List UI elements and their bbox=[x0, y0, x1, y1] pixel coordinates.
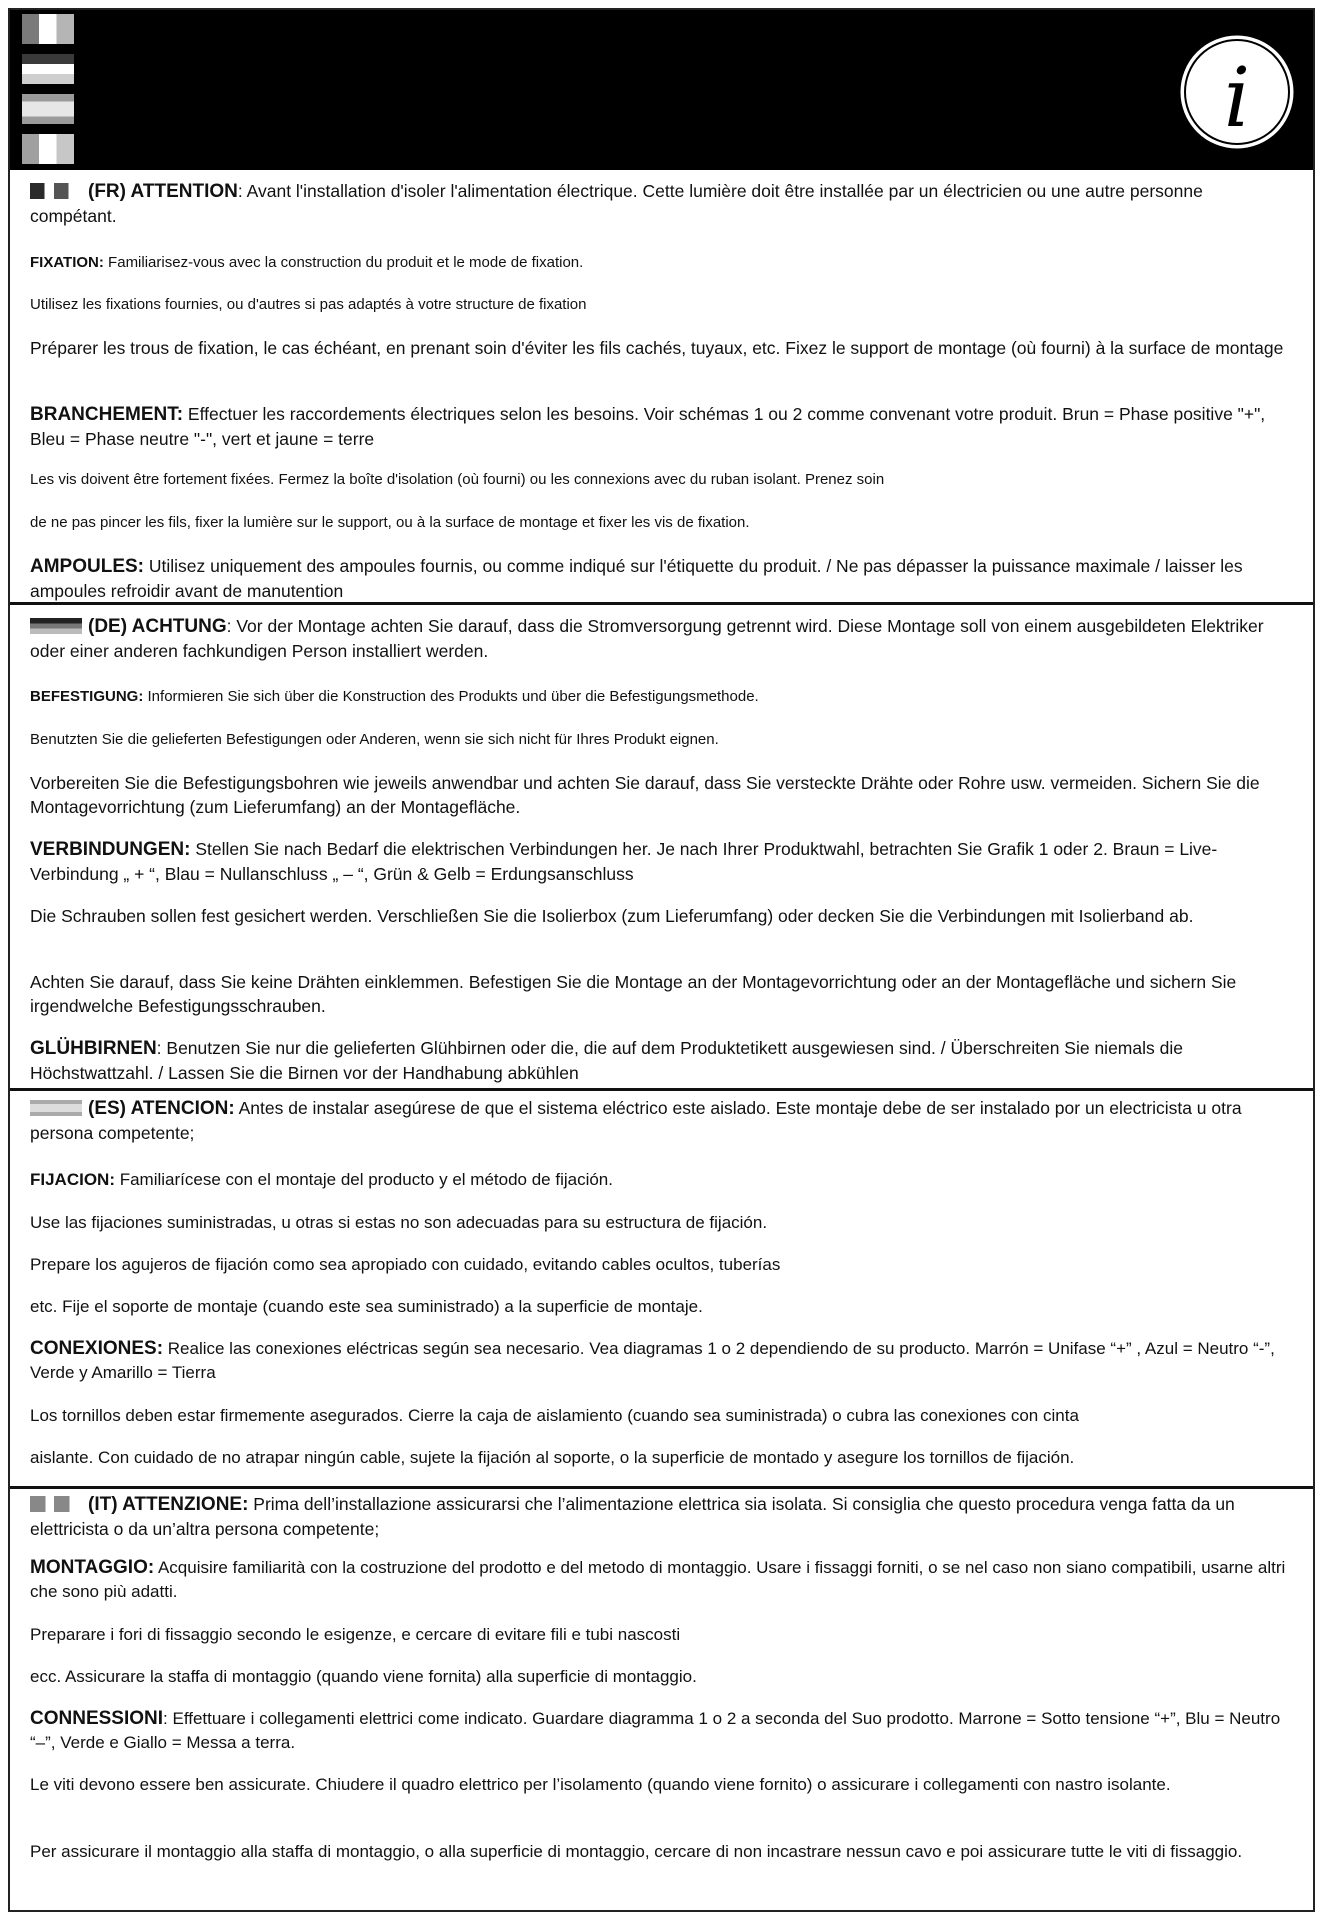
it-holes-2: ecc. Assicurare la staffa di montaggio (quando viene fornita) alla superficie di montaggio. bbox=[30, 1667, 697, 1686]
document-page bbox=[8, 8, 1315, 1912]
flag-es-icon bbox=[22, 94, 74, 124]
info-icon bbox=[1175, 30, 1299, 154]
fr-attention: (FR) ATTENTION: Avant l'installation d'isoler l'alimentation électrique. Cette lumière doit être installée par un électricien ou une autre personne compétant. bbox=[30, 181, 1203, 226]
fr-fixation: FIXATION: Familiarisez-vous avec la construction du produit et le mode de fixation. bbox=[30, 254, 584, 271]
flag-fr-mini-icon bbox=[30, 183, 82, 199]
header-bar bbox=[10, 10, 1313, 170]
flag-it-mini-icon bbox=[30, 1496, 82, 1512]
es-fixation: FIJACION: Familiarícese con el montaje del producto y el método de fijación. bbox=[30, 1170, 613, 1189]
flag-de-mini-icon bbox=[30, 618, 82, 634]
de-holes: Vorbereiten Sie die Befestigungsbohren wie jeweils anwendbar und achten Sie darauf, dass Sie versteckte Drähte oder Rohre usw. vermeiden. Sichern Sie die Montagevorrichtung (zum Lieferumfang) an der Montagefläche. bbox=[30, 773, 1260, 817]
de-connections: VERBINDUNGEN: Stellen Sie nach Bedarf die elektrischen Verbindungen her. Je nach Ihrer Produktwahl, betrachten Sie Grafik 1 oder 2. Braun = Live-Verbindung „ + “, Blau = Nullanschluss „ – “, Grün & Gelb = Erdungsanschluss bbox=[30, 839, 1218, 884]
fr-pinch: de ne pas pincer les fils, fixer la lumière sur le support, ou à la surface de montage et fixer les vis de fixation. bbox=[30, 514, 750, 531]
de-attention: (DE) ACHTUNG: Vor der Montage achten Sie darauf, dass die Stromversorgung getrennt wird. Diese Montage soll von einem ausgebildeten Elektriker oder einer anderen fachkundigen Person installiert werden. bbox=[30, 616, 1264, 661]
es-screws-2: aislante. Con cuidado de no atrapar ningún cable, sujete la fijación al soporte, o la superficie de montado y asegure los tornillos de fijación. bbox=[30, 1448, 1075, 1467]
flag-it-icon bbox=[22, 134, 74, 164]
divider-de-es bbox=[10, 1088, 1313, 1091]
flag-es-mini-icon bbox=[30, 1100, 82, 1116]
it-screws: Le viti devono essere ben assicurate. Chiudere il quadro elettrico per l’isolamento (quando viene fornito) o assicurare i collegamenti con nastro isolante. bbox=[30, 1775, 1171, 1794]
it-pinch: Per assicurare il montaggio alla staffa di montaggio, o alla superficie di montaggio, cercare di non incastrare nessun cavo e poi assicurare tutte le viti di fissaggio. bbox=[30, 1842, 1243, 1861]
fr-holes: Préparer les trous de fixation, le cas échéant, en prenant soin d'éviter les fils cachés, tuyaux, etc. Fixez le support de montage (où fourni) à la surface de montage bbox=[30, 338, 1284, 358]
de-bulbs: GLÜHBIRNEN: Benutzen Sie nur die gelieferten Glühbirnen oder die, die auf dem Produktetikett ausgewiesen sind. / Überschreiten Sie niemals die Höchstwattzahl. / Lassen Sie die Birnen vor der Handhabung abkühlen bbox=[30, 1038, 1183, 1083]
de-fixation: BEFESTIGUNG: Informieren Sie sich über die Konstruction des Produkts und über die Befestigungsmethode. bbox=[30, 688, 759, 705]
fr-fixings: Utilisez les fixations fournies, ou d'autres si pas adaptés à votre structure de fixation bbox=[30, 296, 587, 313]
de-pinch: Achten Sie darauf, dass Sie keine Drähten einklemmen. Befestigen Sie die Montage an der Montagevorrichtung oder an der Montagefläche und sichern Sie irgendwelche Befestigungsschrauben. bbox=[30, 972, 1237, 1016]
it-attention: (IT) ATTENZIONE: Prima dell’installazione assicurarsi che l’alimentazione elettrica sia isolata. Si consiglia che questo procedura venga fatta da un elettricista o da un’altra persona competente; bbox=[30, 1494, 1235, 1539]
it-fixation: MONTAGGIO: Acquisire familiarità con la costruzione del prodotto e del metodo di montaggio. Usare i fissaggi forniti, o se nel caso non siano compatibili, usarne altri che sono più adatti. bbox=[30, 1557, 1286, 1601]
fr-ampoules: AMPOULES: Utilisez uniquement des ampoules fournis, ou comme indiqué sur l'étiquette du produit. / Ne pas dépasser la puissance maximale / laisser les ampoules refroidir avant de manutention bbox=[30, 556, 1243, 601]
divider-es-it bbox=[10, 1486, 1313, 1489]
it-connections: CONNESSIONI: Effettuare i collegamenti elettrici come indicato. Guardare diagramma 1 o 2 a seconda del Suo prodotto. Marrone = Sotto tensione “+”, Blu = Neutro “–”, Verde e Giallo = Messa a terra. bbox=[30, 1708, 1281, 1752]
divider-fr-de bbox=[10, 602, 1313, 605]
es-screws-1: Los tornillos deben estar firmemente asegurados. Cierre la caja de aislamiento (cuando sea suministrada) o cubra las conexiones con cinta bbox=[30, 1406, 1079, 1425]
flag-de-icon bbox=[22, 54, 74, 84]
svg-text:i: i bbox=[1223, 51, 1251, 146]
it-holes-1: Preparare i fori di fissaggio secondo le esigenze, e cercare di evitare fili e tubi nascosti bbox=[30, 1625, 681, 1644]
fr-branchement: BRANCHEMENT: Effectuer les raccordements électriques selon les besoins. Voir schémas 1 ou 2 comme convenant votre produit. Brun = Phase positive "+", Bleu = Phase neutre "-", vert et jaune = terre bbox=[30, 404, 1266, 449]
flag-fr-icon bbox=[22, 14, 74, 44]
es-holes-2: etc. Fije el soporte de montaje (cuando este sea suministrado) a la superficie de montaje. bbox=[30, 1297, 703, 1316]
es-connections: CONEXIONES: Realice las conexiones eléctricas según sea necesario. Vea diagramas 1 o 2 dependiendo de su producto. Marrón = Unifase “+” , Azul = Neutro “-”, Verde y Amarillo = Tierra bbox=[30, 1338, 1275, 1382]
es-attention: (ES) ATENCION: Antes de instalar asegúrese de que el sistema eléctrico este aislado. Este montaje debe de ser instalado por un electricista u otra persona competente; bbox=[30, 1098, 1242, 1143]
de-screws: Die Schrauben sollen fest gesichert werden. Verschließen Sie die Isolierbox (zum Lieferumfang) oder decken Sie die Verbindungen mit Isolierband ab. bbox=[30, 906, 1194, 926]
es-holes-1: Prepare los agujeros de fijación como sea apropiado con cuidado, evitando cables ocultos, tuberías bbox=[30, 1255, 781, 1274]
fr-screws: Les vis doivent être fortement fixées. Fermez la boîte d'isolation (où fourni) ou les connexions avec du ruban isolant. Prenez soin bbox=[30, 471, 885, 488]
de-fixings: Benutzten Sie die gelieferten Befestigungen oder Anderen, wenn sie sich nicht für Ihres Produkt eignen. bbox=[30, 731, 719, 748]
es-fixings: Use las fijaciones suministradas, u otras si estas no son adecuadas para su estructura de fijación. bbox=[30, 1213, 768, 1232]
